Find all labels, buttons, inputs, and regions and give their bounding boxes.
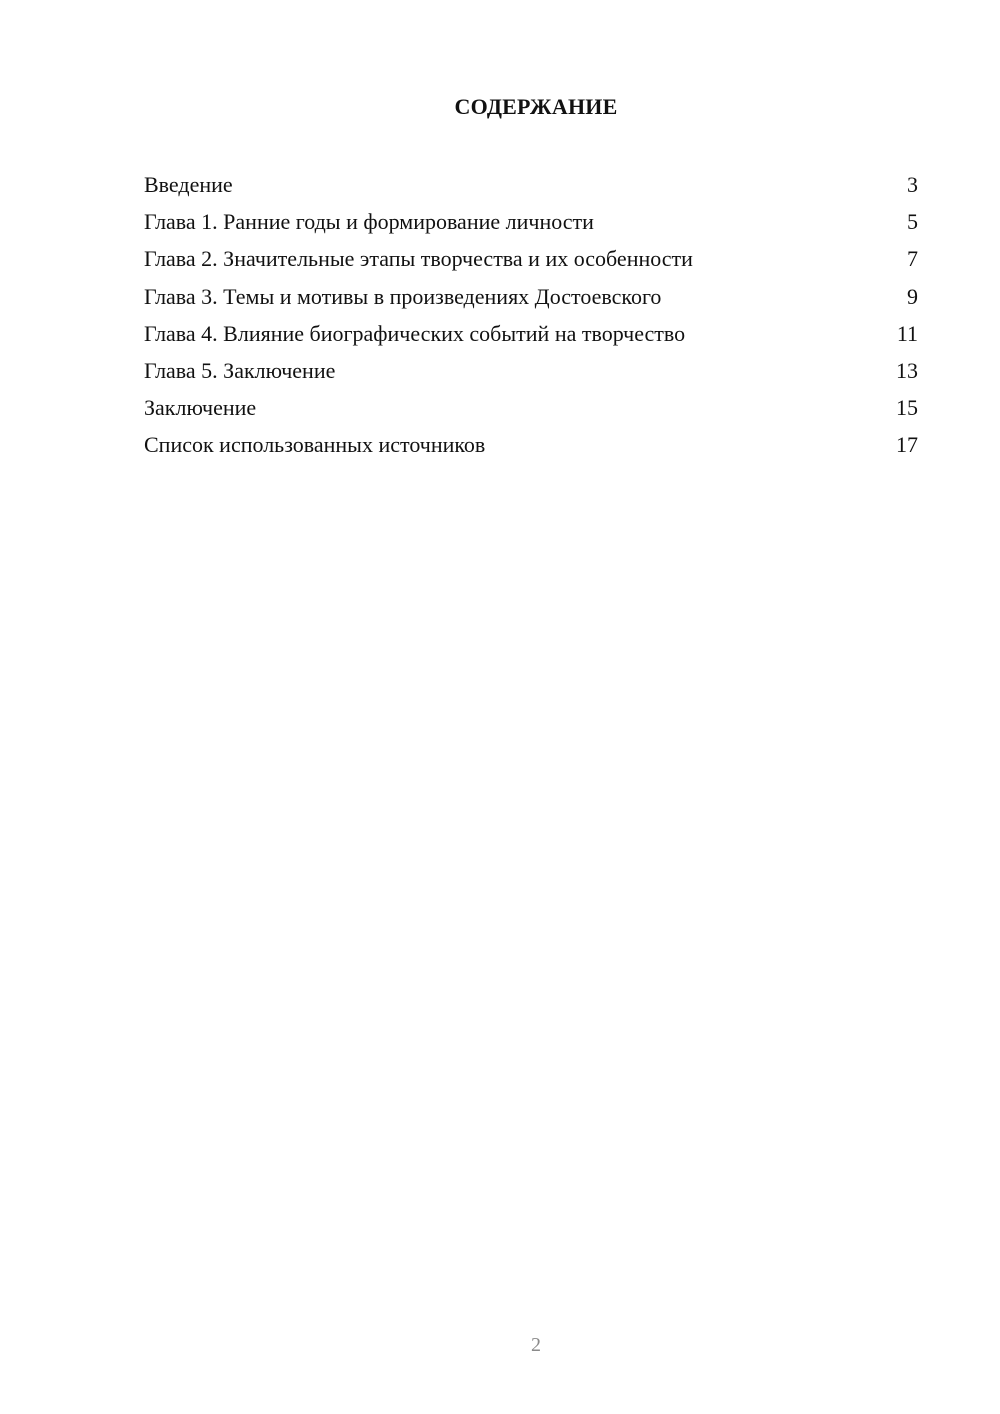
toc-entry <box>144 244 918 281</box>
toc-entry-page: 3 <box>907 172 918 197</box>
toc-entry-label: Глава 5. Заключение <box>144 357 336 383</box>
toc-entry-label: Глава 4. Влияние биографических событий на творчество <box>144 320 686 346</box>
toc-entry-label: Введение <box>144 172 233 197</box>
toc-entry-label: Глава 3. Темы и мотивы в произведениях Достоевского <box>144 283 662 309</box>
page-title: СОДЕРЖАНИЕ <box>454 94 618 119</box>
toc-entry-label: Список использованных источников <box>144 432 486 458</box>
toc-entry <box>144 319 918 356</box>
table-of-contents <box>144 170 918 468</box>
toc-entry <box>144 356 918 393</box>
toc-entry-page: 15 <box>896 395 918 421</box>
toc-entry <box>144 170 918 207</box>
toc-entry <box>144 393 918 430</box>
toc-entry-label: Глава 1. Ранние годы и формирование личности <box>144 209 594 235</box>
toc-entry-page: 17 <box>896 432 918 458</box>
toc-entry <box>144 430 918 467</box>
toc-entry-page: 9 <box>907 283 918 309</box>
toc-entry-page: 13 <box>896 357 918 383</box>
toc-entry <box>144 207 918 244</box>
page-number: 2 <box>531 1334 541 1356</box>
toc-entry <box>144 282 918 319</box>
toc-entry-label: Глава 2. Значительные этапы творчества и их особенности <box>144 246 693 272</box>
toc-entry-page: 5 <box>907 209 918 235</box>
toc-entry-page: 7 <box>907 246 918 272</box>
toc-entry-label: Заключение <box>144 395 257 421</box>
toc-entry-page: 11 <box>896 320 918 346</box>
